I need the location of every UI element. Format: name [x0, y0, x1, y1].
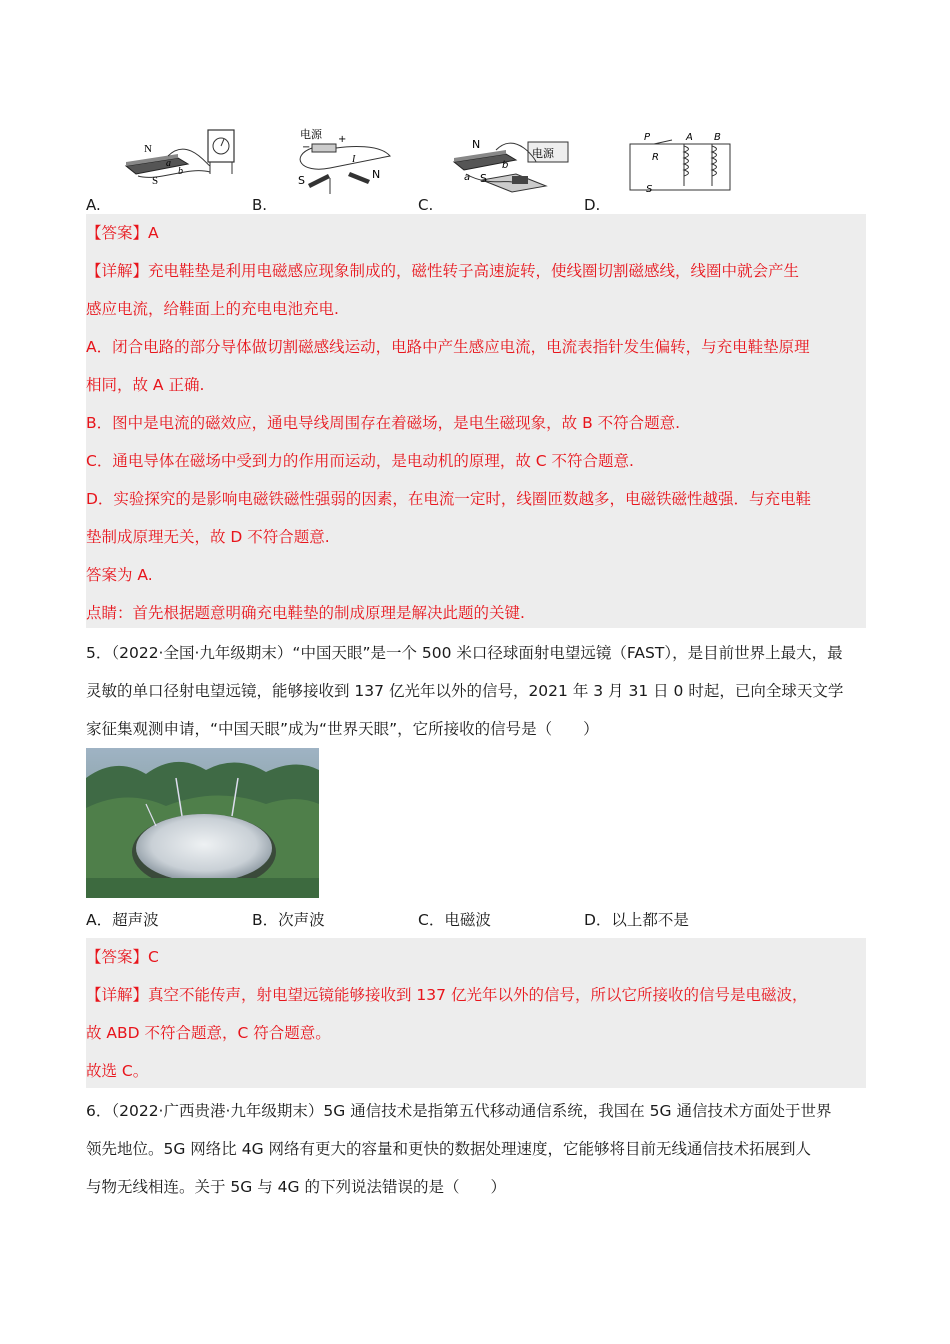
fig-c-s: S — [480, 172, 487, 185]
answer-value: C — [148, 948, 159, 966]
q5-option-b: B．次声波 — [252, 911, 325, 929]
fig-c-n: N — [472, 138, 481, 151]
q5-line: 家征集观测申请，“中国天眼”成为“世界天眼”，它所接收的信号是（ ） — [86, 720, 599, 738]
fig-c-a: a — [464, 172, 471, 183]
q6-line: 领先地位。5G 网络比 4G 网络有更大的容量和更快的数据处理速度，它能够将目前无线通信技术拓展到人 — [86, 1140, 812, 1158]
fig-b-n: N — [372, 168, 381, 181]
q5-line: 5．（2022·全国·九年级期末）“中国天眼”是一个 500 米口径球面射电望远镜（FAST），是目前世界上最大，最 — [86, 644, 843, 662]
solution-line: D．实验探究的是影响电磁铁磁性强弱的因素，在电流一定时，线圈匝数越多，电磁铁磁性越强．与充电鞋 — [86, 490, 811, 508]
solution-line: 相同，故 A 正确. — [86, 376, 205, 394]
answer-line — [86, 222, 866, 244]
answer-tag: 【答案】 — [86, 224, 149, 242]
fig-b-s: S — [298, 174, 305, 187]
electromagnet-circuit-figure — [628, 130, 748, 200]
solution-line: A．闭合电路的部分导体做切割磁感线运动，电路中产生感应电流，电流表指针发生偏转，与充电鞋垫原理 — [86, 338, 810, 356]
answer-value: A — [148, 224, 159, 242]
solution-line: 感应电流，给鞋面上的充电电池充电. — [86, 300, 339, 318]
fig-a-s: S — [152, 175, 159, 186]
option-c-label: C. — [418, 196, 434, 214]
q4-option-c — [418, 126, 578, 214]
q5-option-a: A．超声波 — [86, 911, 159, 929]
q4-solution-block — [86, 214, 866, 628]
fig-d-p: P — [644, 132, 651, 143]
solution-line: C．通电导体在磁场中受到力的作用而运动，是电动机的原理，故 C 不符合题意. — [86, 452, 634, 470]
solution-line: 点睛：首先根据题意明确充电鞋垫的制成原理是解决此题的关键. — [86, 604, 525, 622]
fig-d-r: R — [652, 152, 659, 163]
fig-a-a: a — [166, 158, 171, 169]
option-a-label: A. — [86, 196, 101, 214]
fig-b-minus: − — [302, 142, 311, 153]
option-b-label: B. — [252, 196, 268, 214]
answer-tag: 【答案】 — [86, 948, 149, 966]
fast-telescope-illustration — [86, 748, 319, 898]
q4-option-a — [86, 126, 246, 214]
fig-d-a: A — [686, 132, 693, 143]
q6-line: 与物无线相连。关于 5G 与 4G 的下列说法错误的是（ ） — [86, 1178, 506, 1196]
solution-line: 答案为 A. — [86, 566, 153, 584]
q4-options-row — [86, 126, 866, 214]
option-d-label: D. — [584, 196, 601, 214]
fig-d-b: B — [714, 132, 721, 143]
oersted-wire-compass-figure — [290, 126, 420, 196]
solution-line: 故 ABD 不符合题意，C 符合题意。 — [86, 1024, 331, 1042]
solution-line: 【详解】真空不能传声，射电望远镜能够接收到 137 亿光年以外的信号，所以它所接收的信号是电磁波， — [86, 986, 808, 1004]
q4-option-d — [584, 126, 744, 214]
fig-b-i: I — [352, 154, 356, 165]
solution-line: B．图中是电流的磁效应，通电导线周围存在着磁场，是电生磁现象，故 B 不符合题意. — [86, 414, 681, 432]
q5-solution-block — [86, 938, 866, 1088]
solution-line: 垫制成原理无关，故 D 不符合题意. — [86, 528, 330, 546]
answer-line — [86, 946, 866, 968]
fig-b-plus: + — [338, 134, 347, 145]
fast-telescope-photo — [86, 748, 319, 898]
fig-c-power: 电源 — [532, 147, 554, 160]
coil-magnet-galvanometer-figure — [118, 126, 248, 186]
fig-b-power: 电源 — [300, 128, 322, 141]
solution-line: 【详解】充电鞋垫是利用电磁感应现象制成的，磁性转子高速旋转，使线圈切割磁感线，线圈中就会产生 — [86, 262, 800, 280]
fig-a-n: N — [144, 143, 152, 155]
q4-option-b — [252, 126, 412, 214]
q5-option-c: C．电磁波 — [418, 911, 491, 929]
fig-d-s: S — [646, 184, 653, 195]
fig-c-b: b — [502, 160, 509, 171]
q6-line: 6．（2022·广西贵港·九年级期末）5G 通信技术是指第五代移动通信系统，我国在 5G 通信技术方面处于世界 — [86, 1102, 832, 1120]
q5-option-d: D．以上都不是 — [584, 911, 689, 929]
fig-a-b: b — [178, 166, 183, 177]
q5-line: 灵敏的单口径射电望远镜，能够接收到 137 亿光年以外的信号，2021 年 3 月 31 日 0 时起，已向全球天文学 — [86, 682, 844, 700]
solution-line: 故选 C。 — [86, 1062, 149, 1080]
motor-with-power-figure — [446, 130, 576, 210]
